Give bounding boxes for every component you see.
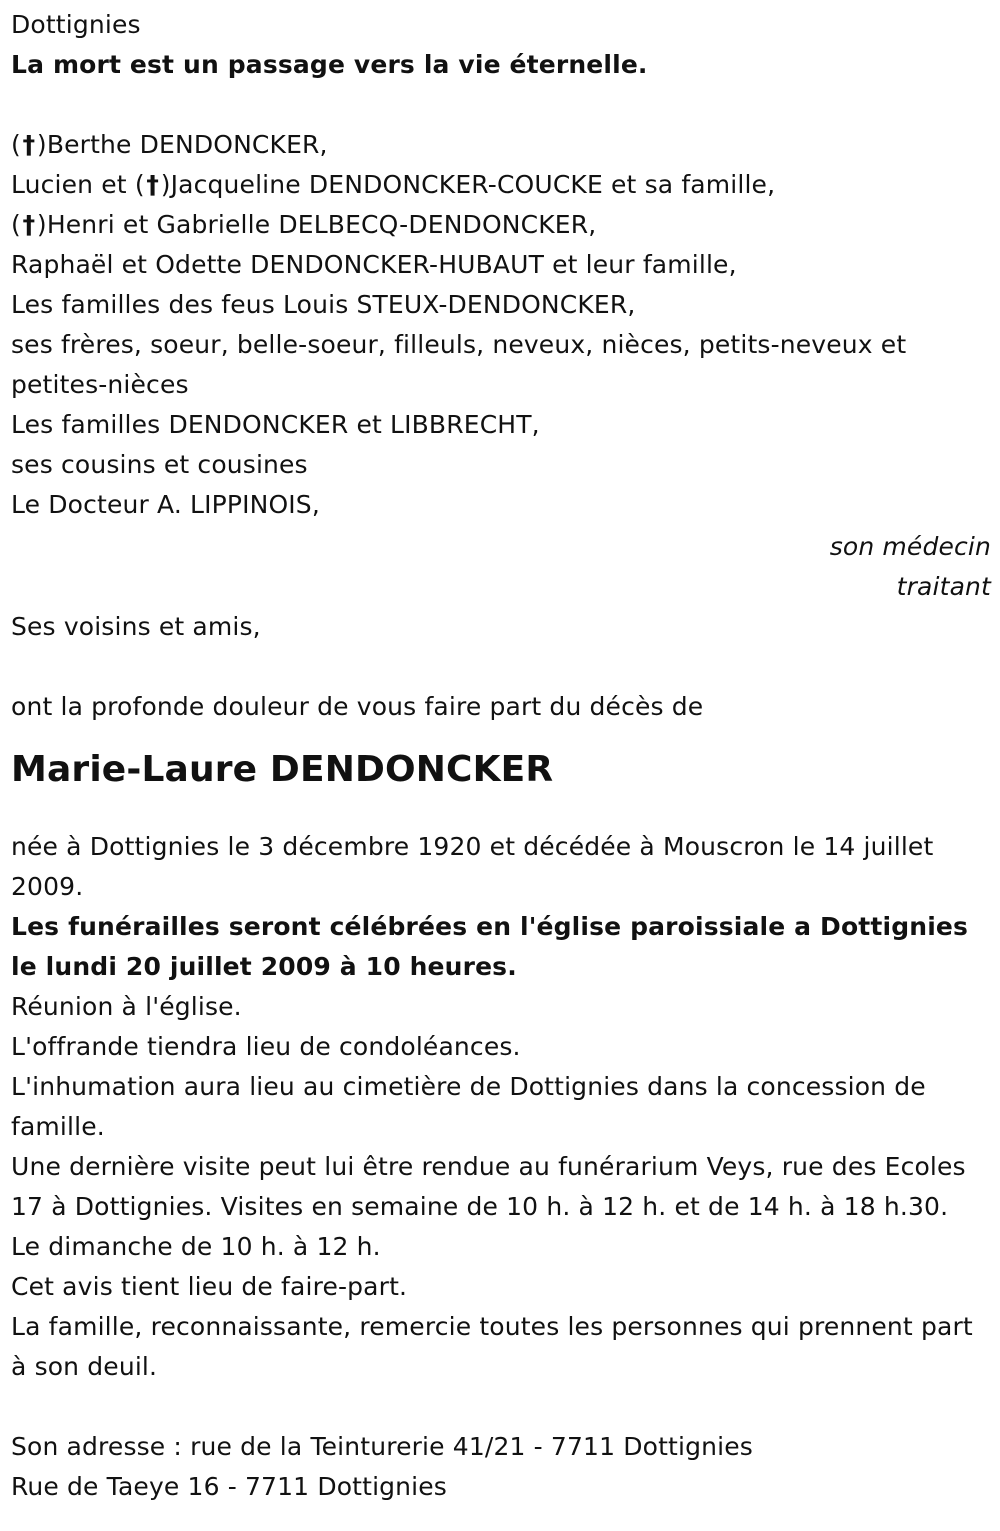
spacer: [11, 1387, 991, 1427]
funeral-ceremony-text: Les funérailles seront célébrées en l'église paroissiale a Dottignies le lundi 20 juillet 2009 à 10 heures.: [11, 912, 969, 981]
thanks-text: La famille, reconnaissante, remercie toutes les personnes qui prennent part à son deuil.: [11, 1312, 973, 1381]
other-address: Rue de Taeye 16 - 7711 Dottignies: [11, 1472, 447, 1501]
spacer: [11, 85, 991, 125]
mourner-name: Henri et Gabrielle DELBECQ-DENDONCKER,: [46, 210, 597, 239]
doctor-role: [11, 527, 991, 607]
mourner-line-10: Ses voisins et amis,: [11, 612, 261, 641]
spacer: [11, 647, 991, 687]
cross-icon: †: [146, 170, 160, 199]
mourner-line-9: Le Docteur A. LIPPINOIS,: [11, 490, 320, 519]
offering-text: L'offrande tiendra lieu de condoléances.: [11, 1032, 521, 1061]
meeting-text: Réunion à l'église.: [11, 992, 242, 1021]
birth-death-text: née à Dottignies le 3 décembre 1920 et décédée à Mouscron le 14 juillet 2009.: [11, 832, 934, 901]
visit-text: Une dernière visite peut lui être rendue au funérarium Veys, rue des Ecoles 17 à Dottignies. Visites en semaine de 10 h. à 12 h. et de 14 h. à 18 h.30. Le dimanche de 10 h. à 12 h.: [11, 1152, 966, 1261]
doctor-role-line-1: son médecin: [829, 532, 991, 561]
mourner-line-6: ses frères, soeur, belle-soeur, filleuls, neveux, nièces, petits-neveux et petites-nièces: [11, 330, 907, 399]
mourner-line-4: Raphaël et Odette DENDONCKER-HUBAUT et leur famille,: [11, 250, 737, 279]
mourner-name: Berthe DENDONCKER,: [46, 130, 328, 159]
cross-icon: †: [22, 130, 36, 159]
cross-icon: †: [22, 210, 36, 239]
announcement-text: ont la profonde douleur de vous faire part du décès de: [11, 692, 704, 721]
mourner-line-2: Lucien et (†)Jacqueline DENDONCKER-COUCKE et sa famille,: [11, 165, 991, 205]
place-heading: Dottignies: [11, 10, 141, 39]
mourner-prefix: Lucien et (: [11, 170, 145, 199]
deceased-name: Marie-Laure DENDONCKER: [11, 749, 554, 790]
mourner-line-5: Les familles des feus Louis STEUX-DENDONCKER,: [11, 290, 636, 319]
burial-text: L'inhumation aura lieu au cimetière de Dottignies dans la concession de famille.: [11, 1072, 926, 1141]
mourner-line-3: (†)Henri et Gabrielle DELBECQ-DENDONCKER,: [11, 205, 991, 245]
notice-text: Cet avis tient lieu de faire-part.: [11, 1272, 408, 1301]
mourner-line-1: (†)Berthe DENDONCKER,: [11, 125, 991, 165]
home-address: Son adresse : rue de la Teinturerie 41/21 - 7711 Dottignies: [11, 1432, 753, 1461]
doctor-role-line-2: traitant: [896, 572, 991, 601]
mourner-name: Jacqueline DENDONCKER-COUCKE et sa famille,: [170, 170, 776, 199]
quote-heading: La mort est un passage vers la vie éternelle.: [11, 50, 648, 79]
spacer: [11, 727, 991, 739]
mourner-line-8: ses cousins et cousines: [11, 450, 308, 479]
mourner-line-7: Les familles DENDONCKER et LIBBRECHT,: [11, 410, 540, 439]
spacer: [11, 799, 991, 827]
obituary-document: [11, 5, 991, 1507]
